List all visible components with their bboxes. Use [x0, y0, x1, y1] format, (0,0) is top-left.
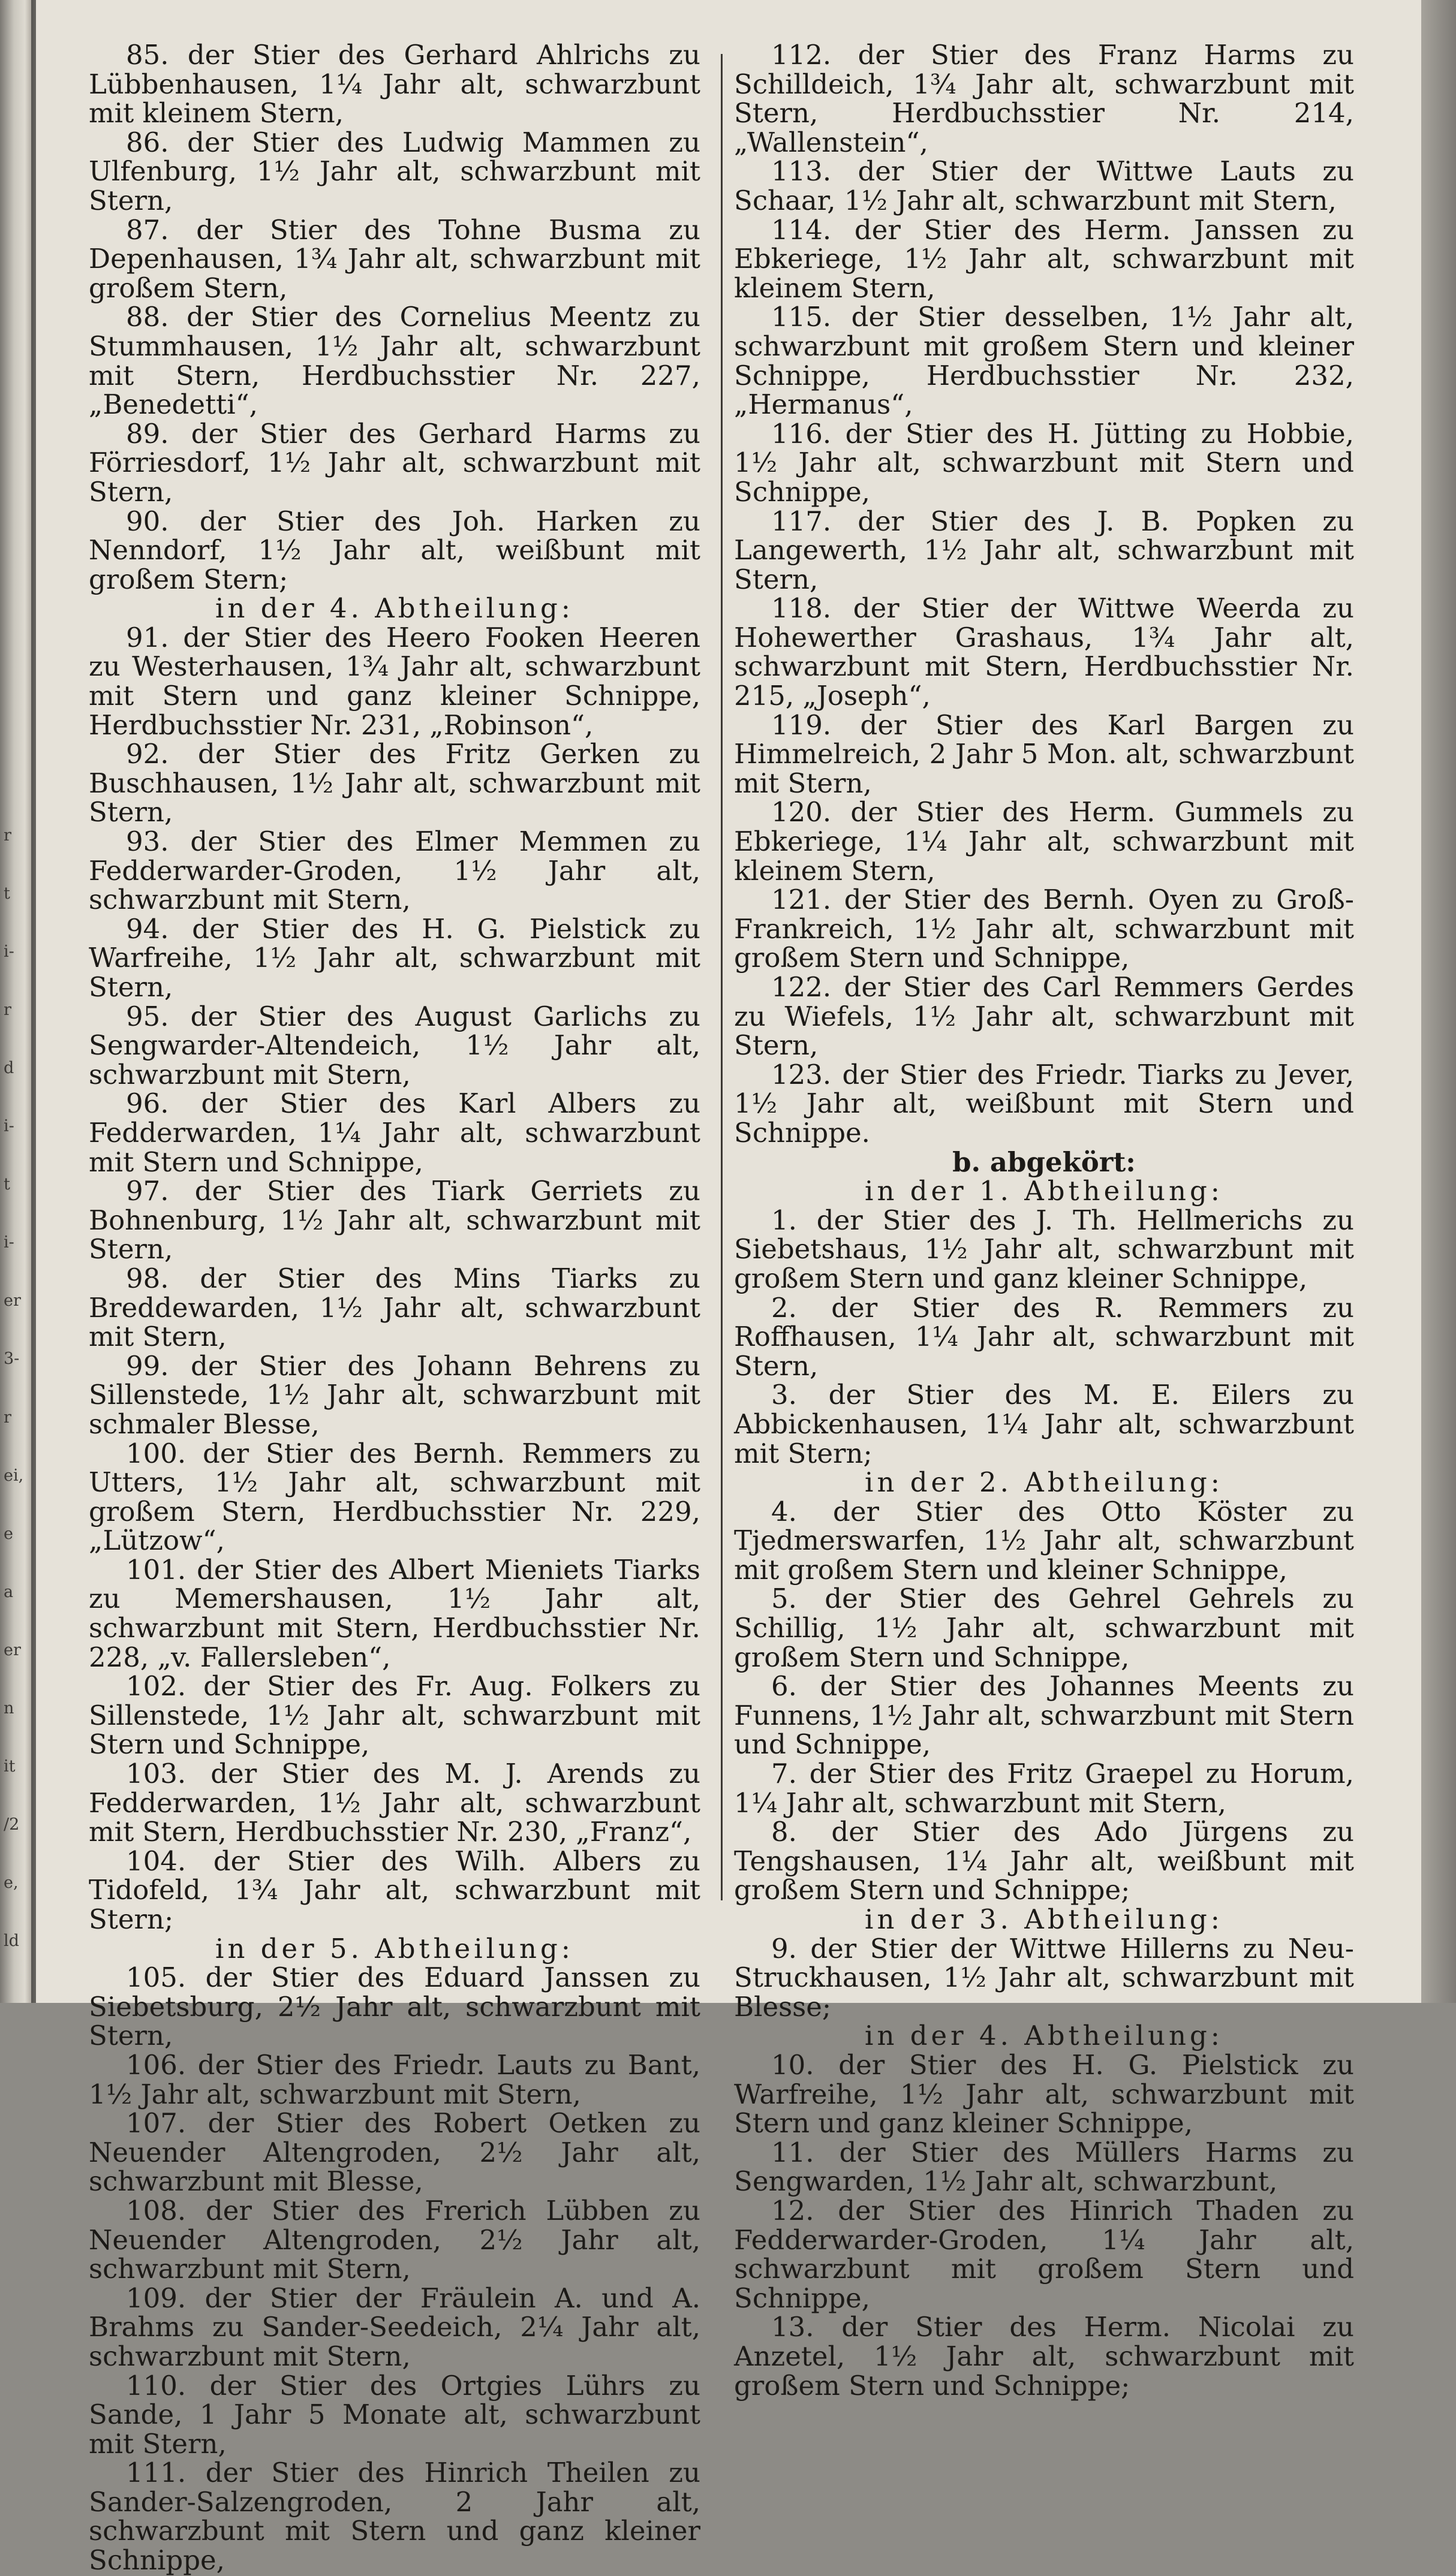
margin-fragment: r [4, 826, 11, 845]
list-item: 117. der Stier des J. B. Popken zu Langewerth, 1½ Jahr alt, schwarzbunt mit Stern, [734, 505, 1354, 595]
list-item: 93. der Stier des Elmer Memmen zu Fedderwarder-Groden, 1½ Jahr alt, schwarzbunt mit Stern, [89, 825, 700, 916]
list-item: 97. der Stier des Tiark Gerriets zu Bohnenburg, 1½ Jahr alt, schwarzbunt mit Stern, [89, 1175, 700, 1266]
list-item: 88. der Stier des Cornelius Meentz zu Stummhausen, 1½ Jahr alt, schwarzbunt mit Stern, Herdbuchsstier Nr. 227, „Benedetti“, [89, 301, 700, 421]
list-item: 90. der Stier des Joh. Harken zu Nenndorf, 1½ Jahr alt, weißbunt mit großem Stern; [89, 505, 700, 595]
page-edge [1421, 0, 1456, 2003]
section-heading: in der 4. Abtheilung: [215, 592, 574, 625]
list-item: 115. der Stier desselben, 1½ Jahr alt, schwarzbunt mit großem Stern und kleiner Schnippe, Herdbuchsstier Nr. 232, „Hermanus“, [734, 301, 1354, 421]
list-item: 3. der Stier des M. E. Eilers zu Abbickenhausen, 1¼ Jahr alt, schwarzbunt mit Stern; [734, 1379, 1354, 1469]
margin-fragment: i- [4, 1233, 14, 1252]
margin-fragment: n [4, 1699, 14, 1718]
list-item: 101. der Stier des Albert Mieniets Tiarks zu Memershausen, 1½ Jahr alt, schwarzbunt mit Stern, Herdbuchsstier Nr. 228, „v. Fallersleben“, [89, 1553, 700, 1673]
section-heading: in der 2. Abtheilung: [865, 1466, 1223, 1499]
margin-fragment: t [4, 1175, 10, 1194]
section-heading: in der 4. Abtheilung: [865, 2020, 1223, 2052]
list-item: 102. der Stier des Fr. Aug. Folkers zu Sillenstede, 1½ Jahr alt, schwarzbunt mit Stern und Schnippe, [89, 1670, 700, 1761]
list-item: 106. der Stier des Friedr. Lauts zu Bant, 1½ Jahr alt, schwarzbunt mit Stern, [89, 2048, 700, 2110]
list-item: 87. der Stier des Tohne Busma zu Depenhausen, 1¾ Jahr alt, schwarzbunt mit großem Stern, [89, 213, 700, 304]
margin-fragment: 3- [4, 1349, 20, 1368]
list-item: 100. der Stier des Bernh. Remmers zu Utters, 1½ Jahr alt, schwarzbunt mit großem Stern, Herdbuchsstier Nr. 229, „Lützow“, [89, 1437, 700, 1557]
margin-fragment: i- [4, 942, 14, 961]
left-column [89, 41, 700, 2575]
list-item: 120. der Stier des Herm. Gummels zu Ebkeriege, 1¼ Jahr alt, schwarzbunt mit kleinem Stern, [734, 796, 1354, 887]
list-item: 13. der Stier des Herm. Nicolai zu Anzetel, 1½ Jahr alt, schwarzbunt mit großem Stern und Schnippe; [734, 2311, 1354, 2402]
list-item: 10. der Stier des H. G. Pielstick zu Warfreihe, 1½ Jahr alt, schwarzbunt mit Stern und ganz kleiner Schnippe, [734, 2048, 1354, 2140]
list-item: 4. der Stier des Otto Köster zu Tjedmerswarfen, 1½ Jahr alt, schwarzbunt mit großem Stern und kleiner Schnippe, [734, 1495, 1354, 1586]
margin-fragment: r [4, 1408, 11, 1427]
list-item: 105. der Stier des Eduard Janssen zu Siebetsburg, 2½ Jahr alt, schwarzbunt mit Stern, [89, 1962, 700, 2052]
list-item: 119. der Stier des Karl Bargen zu Himmelreich, 2 Jahr 5 Mon. alt, schwarzbunt mit Stern, [734, 709, 1354, 799]
margin-fragment: e, [4, 1873, 19, 1892]
list-item: 91. der Stier des Heero Fooken Heeren zu Westerhausen, 1¾ Jahr alt, schwarzbunt mit Stern und ganz kleiner Schnippe, Herdbuchsstier Nr. 231, „Robinson“, [89, 621, 700, 741]
list-item: 7. der Stier des Fritz Graepel zu Horum, 1¼ Jahr alt, schwarzbunt mit Stern, [734, 1758, 1354, 1819]
list-item: 85. der Stier des Gerhard Ahlrichs zu Lübbenhausen, 1¼ Jahr alt, schwarzbunt mit kleinem Stern, [89, 39, 700, 129]
list-item: 111. der Stier des Hinrich Theilen zu Sander-Salzengroden, 2 Jahr alt, schwarzbunt mit Stern und ganz kleiner Schnippe, [89, 2457, 700, 2576]
list-item: 96. der Stier des Karl Albers zu Fedderwarden, 1¼ Jahr alt, schwarzbunt mit Stern und Schnippe, [89, 1087, 700, 1178]
list-item: 94. der Stier des H. G. Pielstick zu Warfreihe, 1½ Jahr alt, schwarzbunt mit Stern, [89, 912, 700, 1003]
list-item: 113. der Stier der Wittwe Lauts zu Schaar, 1½ Jahr alt, schwarzbunt mit Stern, [734, 155, 1354, 216]
right-column [734, 41, 1354, 2400]
list-item: 123. der Stier des Friedr. Tiarks zu Jever, 1½ Jahr alt, weißbunt mit Stern und Schnippe. [734, 1058, 1354, 1149]
list-item: 95. der Stier des August Garlichs zu Sengwarder-Altendeich, 1½ Jahr alt, schwarzbunt mit Stern, [89, 1000, 700, 1090]
list-item: 11. der Stier des Müllers Harms zu Sengwarden, 1½ Jahr alt, schwarzbunt, [734, 2136, 1354, 2198]
margin-fragment: r [4, 1001, 11, 1019]
margin-fragment: /2 [4, 1815, 20, 1834]
subsection-heading: b. abgekört: [952, 1146, 1136, 1178]
margin-fragment: e [4, 1524, 13, 1543]
list-item: 1. der Stier des J. Th. Hellmerichs zu Siebetshaus, 1½ Jahr alt, schwarzbunt mit großem Stern und ganz kleiner Schnippe, [734, 1204, 1354, 1294]
list-item: 103. der Stier des M. J. Arends zu Fedderwarden, 1½ Jahr alt, schwarzbunt mit Stern, Herdbuchsstier Nr. 230, „Franz“, [89, 1758, 700, 1848]
section-heading: in der 1. Abtheilung: [865, 1175, 1223, 1207]
list-item: 89. der Stier des Gerhard Harms zu Förriesdorf, 1½ Jahr alt, schwarzbunt mit Stern, [89, 417, 700, 508]
list-item: 8. der Stier des Ado Jürgens zu Tengshausen, 1¼ Jahr alt, weißbunt mit großem Stern und Schnippe; [734, 1816, 1354, 1906]
list-item: 12. der Stier des Hinrich Thaden zu Fedderwarder-Groden, 1¼ Jahr alt, schwarzbunt mit großem Stern und Schnippe, [734, 2194, 1354, 2314]
margin-fragment: it [4, 1757, 16, 1776]
margin-fragment: d [4, 1059, 14, 1077]
list-item: 5. der Stier des Gehrel Gehrels zu Schillig, 1½ Jahr alt, schwarzbunt mit großem Stern und Schnippe, [734, 1583, 1354, 1673]
list-item: 110. der Stier des Ortgies Lührs zu Sande, 1 Jahr 5 Monate alt, schwarzbunt mit Stern, [89, 2369, 700, 2460]
list-item: 122. der Stier des Carl Remmers Gerdes zu Wiefels, 1½ Jahr alt, schwarzbunt mit Stern, [734, 971, 1354, 1062]
margin-fragment: er [4, 1291, 21, 1310]
list-item: 121. der Stier des Bernh. Oyen zu Groß-Frankreich, 1½ Jahr alt, schwarzbunt mit großem Stern und Schnippe, [734, 884, 1354, 974]
list-item: 6. der Stier des Johannes Meents zu Funnens, 1½ Jahr alt, schwarzbunt mit Stern und Schnippe, [734, 1670, 1354, 1761]
margin-fragment: a [4, 1583, 14, 1601]
margin-fragment: ld [4, 1932, 19, 1950]
previous-page-strip [0, 0, 31, 2003]
column-divider [721, 54, 723, 1900]
list-item: 92. der Stier des Fritz Gerken zu Buschhausen, 1½ Jahr alt, schwarzbunt mit Stern, [89, 738, 700, 828]
list-item: 116. der Stier des H. Jütting zu Hobbie, 1½ Jahr alt, schwarzbunt mit Stern und Schnippe, [734, 417, 1354, 508]
margin-fragment: er [4, 1641, 21, 1659]
list-item: 9. der Stier der Wittwe Hillerns zu Neu-Struckhausen, 1½ Jahr alt, schwarzbunt mit Blesse; [734, 1932, 1354, 2023]
margin-fragment: ei, [4, 1466, 24, 1485]
list-item: 109. der Stier der Fräulein A. und A. Brahms zu Sander-Seedeich, 2¼ Jahr alt, schwarzbunt mit Stern, [89, 2282, 700, 2372]
list-item: 108. der Stier des Frerich Lübben zu Neuender Altengroden, 2½ Jahr alt, schwarzbunt mit Stern, [89, 2194, 700, 2285]
list-item: 98. der Stier des Mins Tiarks zu Breddewarden, 1½ Jahr alt, schwarzbunt mit Stern, [89, 1262, 700, 1353]
section-heading: in der 3. Abtheilung: [865, 1903, 1223, 1935]
list-item: 104. der Stier des Wilh. Albers zu Tidofeld, 1¾ Jahr alt, schwarzbunt mit Stern; [89, 1845, 700, 1935]
margin-fragment: t [4, 884, 10, 903]
list-item: 112. der Stier des Franz Harms zu Schilldeich, 1¾ Jahr alt, schwarzbunt mit Stern, Herdbuchsstier Nr. 214, „Wallenstein“, [734, 39, 1354, 158]
margin-fragment: i- [4, 1117, 14, 1135]
section-heading: in der 5. Abtheilung: [215, 1932, 574, 1965]
document-page [36, 0, 1421, 2576]
list-item: 107. der Stier des Robert Oetken zu Neuender Altengroden, 2½ Jahr alt, schwarzbunt mit Blesse, [89, 2107, 700, 2198]
list-item: 118. der Stier der Wittwe Weerda zu Hohewerther Grashaus, 1¾ Jahr alt, schwarzbunt mit Stern, Herdbuchsstier Nr. 215, „Joseph“, [734, 592, 1354, 712]
list-item: 114. der Stier des Herm. Janssen zu Ebkeriege, 1½ Jahr alt, schwarzbunt mit kleinem Stern, [734, 213, 1354, 304]
list-item: 2. der Stier des R. Remmers zu Roffhausen, 1¼ Jahr alt, schwarzbunt mit Stern, [734, 1291, 1354, 1382]
list-item: 86. der Stier des Ludwig Mammen zu Ulfenburg, 1½ Jahr alt, schwarzbunt mit Stern, [89, 126, 700, 216]
list-item: 99. der Stier des Johann Behrens zu Sillenstede, 1½ Jahr alt, schwarzbunt mit schmaler Blesse, [89, 1349, 700, 1440]
